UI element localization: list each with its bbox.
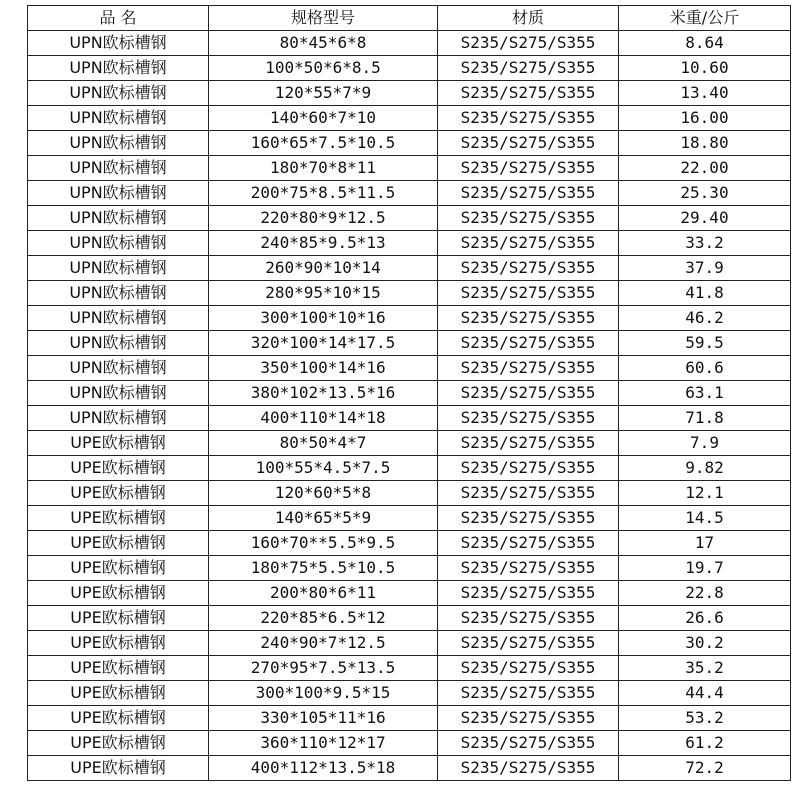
- product-name-cell: UPE欧标槽钢: [28, 706, 209, 731]
- material-cell: S235/S275/S355: [438, 206, 619, 231]
- table-row: [28, 531, 791, 556]
- material-cell: S235/S275/S355: [438, 81, 619, 106]
- weight-cell: 71.8: [619, 406, 791, 431]
- product-name-cell: UPE欧标槽钢: [28, 481, 209, 506]
- weight-cell: 60.6: [619, 356, 791, 381]
- table-row: [28, 31, 791, 56]
- table-row: [28, 681, 791, 706]
- material-cell: S235/S275/S355: [438, 531, 619, 556]
- header-product-name: 品 名: [28, 6, 209, 31]
- product-name-cell: UPE欧标槽钢: [28, 531, 209, 556]
- specification-cell: 220*80*9*12.5: [209, 206, 438, 231]
- material-cell: S235/S275/S355: [438, 406, 619, 431]
- weight-cell: 29.40: [619, 206, 791, 231]
- product-name-cell: UPE欧标槽钢: [28, 756, 209, 781]
- specification-cell: 120*55*7*9: [209, 81, 438, 106]
- weight-cell: 7.9: [619, 431, 791, 456]
- product-name-cell: UPN欧标槽钢: [28, 381, 209, 406]
- table-row: [28, 606, 791, 631]
- table-row: [28, 181, 791, 206]
- weight-cell: 12.1: [619, 481, 791, 506]
- weight-cell: 25.30: [619, 181, 791, 206]
- product-name-cell: UPE欧标槽钢: [28, 731, 209, 756]
- weight-cell: 9.82: [619, 456, 791, 481]
- weight-cell: 41.8: [619, 281, 791, 306]
- table-row: [28, 131, 791, 156]
- table-row: [28, 706, 791, 731]
- table-row: [28, 456, 791, 481]
- weight-cell: 26.6: [619, 606, 791, 631]
- specification-cell: 400*112*13.5*18: [209, 756, 438, 781]
- product-name-cell: UPN欧标槽钢: [28, 181, 209, 206]
- product-name-cell: UPN欧标槽钢: [28, 356, 209, 381]
- specification-cell: 330*105*11*16: [209, 706, 438, 731]
- material-cell: S235/S275/S355: [438, 231, 619, 256]
- material-cell: S235/S275/S355: [438, 181, 619, 206]
- table-row: [28, 156, 791, 181]
- product-name-cell: UPE欧标槽钢: [28, 556, 209, 581]
- table-row: [28, 506, 791, 531]
- specification-cell: 220*85*6.5*12: [209, 606, 438, 631]
- material-cell: S235/S275/S355: [438, 606, 619, 631]
- weight-cell: 13.40: [619, 81, 791, 106]
- product-name-cell: UPN欧标槽钢: [28, 81, 209, 106]
- table-row: [28, 656, 791, 681]
- weight-cell: 18.80: [619, 131, 791, 156]
- weight-cell: 22.00: [619, 156, 791, 181]
- table-row: [28, 206, 791, 231]
- material-cell: S235/S275/S355: [438, 31, 619, 56]
- specification-cell: 140*65*5*9: [209, 506, 438, 531]
- weight-cell: 53.2: [619, 706, 791, 731]
- specification-cell: 280*95*10*15: [209, 281, 438, 306]
- table-row: [28, 481, 791, 506]
- specification-cell: 120*60*5*8: [209, 481, 438, 506]
- weight-cell: 44.4: [619, 681, 791, 706]
- table-header-row: [28, 6, 791, 31]
- weight-cell: 61.2: [619, 731, 791, 756]
- header-material: 材质: [438, 6, 619, 31]
- material-cell: S235/S275/S355: [438, 756, 619, 781]
- specification-cell: 160*70**5.5*9.5: [209, 531, 438, 556]
- product-name-cell: UPN欧标槽钢: [28, 281, 209, 306]
- material-cell: S235/S275/S355: [438, 256, 619, 281]
- material-cell: S235/S275/S355: [438, 381, 619, 406]
- product-name-cell: UPE欧标槽钢: [28, 656, 209, 681]
- specification-cell: 240*85*9.5*13: [209, 231, 438, 256]
- material-cell: S235/S275/S355: [438, 106, 619, 131]
- specification-cell: 160*65*7.5*10.5: [209, 131, 438, 156]
- product-name-cell: UPN欧标槽钢: [28, 406, 209, 431]
- header-weight-per-meter: 米重/公斤: [619, 6, 791, 31]
- product-name-cell: UPE欧标槽钢: [28, 606, 209, 631]
- weight-cell: 10.60: [619, 56, 791, 81]
- specification-cell: 300*100*9.5*15: [209, 681, 438, 706]
- table-row: [28, 731, 791, 756]
- material-cell: S235/S275/S355: [438, 681, 619, 706]
- product-name-cell: UPN欧标槽钢: [28, 256, 209, 281]
- material-cell: S235/S275/S355: [438, 481, 619, 506]
- product-name-cell: UPE欧标槽钢: [28, 681, 209, 706]
- specification-cell: 400*110*14*18: [209, 406, 438, 431]
- weight-cell: 14.5: [619, 506, 791, 531]
- specification-cell: 270*95*7.5*13.5: [209, 656, 438, 681]
- table-row: [28, 81, 791, 106]
- material-cell: S235/S275/S355: [438, 131, 619, 156]
- product-name-cell: UPN欧标槽钢: [28, 331, 209, 356]
- product-name-cell: UPE欧标槽钢: [28, 431, 209, 456]
- channel-steel-spec-table: [27, 5, 791, 781]
- table-row: [28, 281, 791, 306]
- material-cell: S235/S275/S355: [438, 306, 619, 331]
- material-cell: S235/S275/S355: [438, 556, 619, 581]
- specification-cell: 360*110*12*17: [209, 731, 438, 756]
- specification-cell: 180*75*5.5*10.5: [209, 556, 438, 581]
- material-cell: S235/S275/S355: [438, 581, 619, 606]
- table-row: [28, 256, 791, 281]
- product-name-cell: UPE欧标槽钢: [28, 631, 209, 656]
- material-cell: S235/S275/S355: [438, 431, 619, 456]
- material-cell: S235/S275/S355: [438, 731, 619, 756]
- table-row: [28, 381, 791, 406]
- table-body: [28, 31, 791, 781]
- weight-cell: 19.7: [619, 556, 791, 581]
- table-row: [28, 631, 791, 656]
- table-row: [28, 56, 791, 81]
- specification-cell: 260*90*10*14: [209, 256, 438, 281]
- material-cell: S235/S275/S355: [438, 456, 619, 481]
- weight-cell: 46.2: [619, 306, 791, 331]
- table-row: [28, 331, 791, 356]
- material-cell: S235/S275/S355: [438, 56, 619, 81]
- specification-cell: 350*100*14*16: [209, 356, 438, 381]
- specification-cell: 80*50*4*7: [209, 431, 438, 456]
- weight-cell: 17: [619, 531, 791, 556]
- weight-cell: 35.2: [619, 656, 791, 681]
- product-name-cell: UPE欧标槽钢: [28, 506, 209, 531]
- material-cell: S235/S275/S355: [438, 656, 619, 681]
- material-cell: S235/S275/S355: [438, 631, 619, 656]
- material-cell: S235/S275/S355: [438, 331, 619, 356]
- product-name-cell: UPE欧标槽钢: [28, 456, 209, 481]
- weight-cell: 37.9: [619, 256, 791, 281]
- table-row: [28, 356, 791, 381]
- product-name-cell: UPN欧标槽钢: [28, 106, 209, 131]
- product-name-cell: UPN欧标槽钢: [28, 306, 209, 331]
- specification-cell: 200*75*8.5*11.5: [209, 181, 438, 206]
- specification-cell: 300*100*10*16: [209, 306, 438, 331]
- material-cell: S235/S275/S355: [438, 281, 619, 306]
- specification-cell: 380*102*13.5*16: [209, 381, 438, 406]
- weight-cell: 33.2: [619, 231, 791, 256]
- specification-cell: 180*70*8*11: [209, 156, 438, 181]
- specification-cell: 320*100*14*17.5: [209, 331, 438, 356]
- table-row: [28, 556, 791, 581]
- material-cell: S235/S275/S355: [438, 706, 619, 731]
- product-name-cell: UPN欧标槽钢: [28, 31, 209, 56]
- product-name-cell: UPE欧标槽钢: [28, 581, 209, 606]
- table-row: [28, 306, 791, 331]
- weight-cell: 72.2: [619, 756, 791, 781]
- weight-cell: 63.1: [619, 381, 791, 406]
- product-name-cell: UPN欧标槽钢: [28, 231, 209, 256]
- specification-cell: 100*50*6*8.5: [209, 56, 438, 81]
- product-name-cell: UPN欧标槽钢: [28, 131, 209, 156]
- specification-cell: 140*60*7*10: [209, 106, 438, 131]
- table-row: [28, 106, 791, 131]
- weight-cell: 30.2: [619, 631, 791, 656]
- weight-cell: 8.64: [619, 31, 791, 56]
- specification-cell: 240*90*7*12.5: [209, 631, 438, 656]
- header-specification: 规格型号: [209, 6, 438, 31]
- weight-cell: 22.8: [619, 581, 791, 606]
- table-row: [28, 406, 791, 431]
- product-name-cell: UPN欧标槽钢: [28, 156, 209, 181]
- weight-cell: 59.5: [619, 331, 791, 356]
- product-name-cell: UPN欧标槽钢: [28, 206, 209, 231]
- material-cell: S235/S275/S355: [438, 356, 619, 381]
- spec-table-container: [27, 5, 791, 781]
- table-row: [28, 581, 791, 606]
- table-row: [28, 756, 791, 781]
- table-row: [28, 231, 791, 256]
- specification-cell: 80*45*6*8: [209, 31, 438, 56]
- specification-cell: 200*80*6*11: [209, 581, 438, 606]
- material-cell: S235/S275/S355: [438, 156, 619, 181]
- table-row: [28, 431, 791, 456]
- material-cell: S235/S275/S355: [438, 506, 619, 531]
- product-name-cell: UPN欧标槽钢: [28, 56, 209, 81]
- specification-cell: 100*55*4.5*7.5: [209, 456, 438, 481]
- weight-cell: 16.00: [619, 106, 791, 131]
